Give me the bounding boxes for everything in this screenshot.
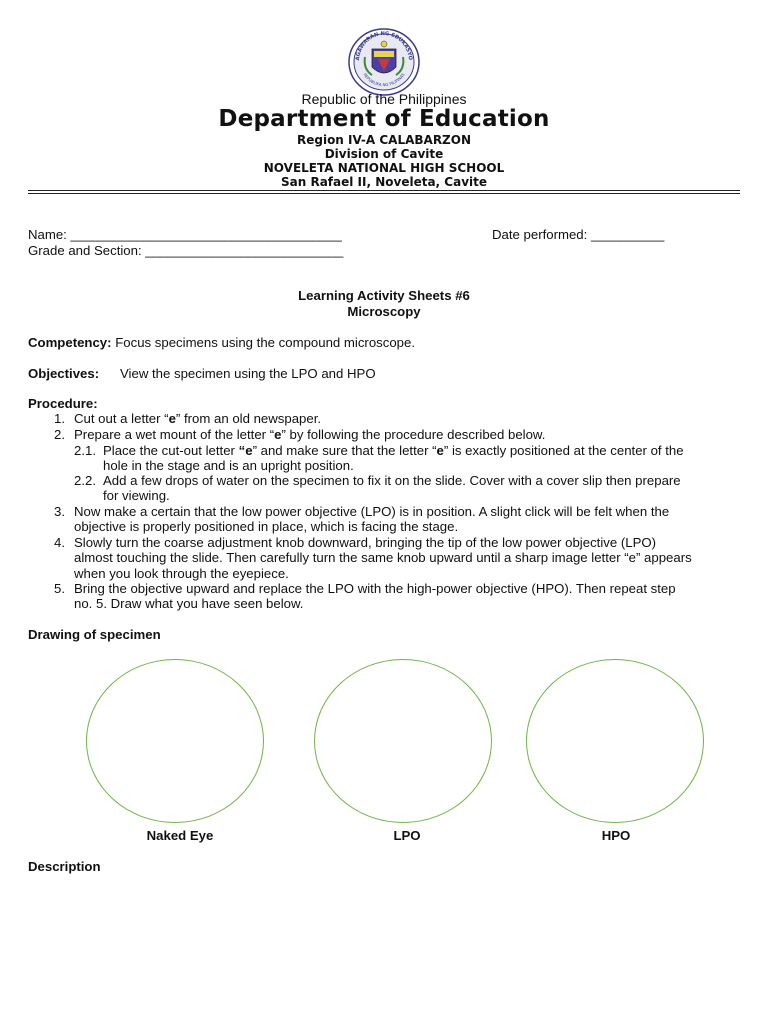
- step-number: 3.: [54, 504, 65, 519]
- objectives-label: Objectives:: [28, 366, 100, 381]
- procedure-step-2-1-cont: hole in the stage and is an upright position.: [103, 458, 354, 473]
- deped-seal-logo: [345, 27, 423, 97]
- procedure-label: Procedure:: [28, 396, 98, 411]
- lpo-caption: LPO: [393, 828, 421, 843]
- step-number: 2.1.: [74, 443, 96, 458]
- hpo-drawing-circle[interactable]: [526, 659, 704, 823]
- school-heading: NOVELETA NATIONAL HIGH SCHOOL: [263, 161, 505, 175]
- address-heading: San Rafael II, Noveleta, Cavite: [281, 175, 487, 189]
- procedure-step-5-cont: no. 5. Draw what you have seen below.: [74, 596, 304, 611]
- procedure-step-2: Prepare a wet mount of the letter “e” by following the procedure described below.: [74, 427, 546, 442]
- step-number: 2.2.: [74, 473, 96, 488]
- region-heading: Region IV-A CALABARZON: [296, 133, 472, 147]
- header-divider: [28, 190, 740, 191]
- division-heading: Division of Cavite: [324, 147, 444, 161]
- procedure-step-2-2-cont: for viewing.: [103, 488, 170, 503]
- naked-eye-drawing-circle[interactable]: [86, 659, 264, 823]
- procedure-step-5: Bring the objective upward and replace the LPO with the high-power objective (HPO). Then repeat step: [74, 581, 676, 596]
- procedure-step-4-cont2: when you look through the eyepiece.: [74, 566, 289, 581]
- drawing-section-label: Drawing of specimen: [28, 627, 161, 642]
- date-performed-field: Date performed: __________: [492, 227, 665, 242]
- republic-heading: Republic of the Philippines: [301, 91, 467, 107]
- procedure-step-1: Cut out a letter “e” from an old newspaper.: [74, 411, 322, 426]
- hpo-caption: HPO: [601, 828, 631, 843]
- procedure-step-4: Slowly turn the coarse adjustment knob downward, bringing the tip of the low power objective (LPO): [74, 535, 657, 550]
- competency-text: Focus specimens using the compound microscope.: [111, 335, 416, 350]
- seal-top-text: AGAWARAN NG EDUKASYO: [354, 30, 414, 61]
- naked-eye-caption: Naked Eye: [146, 828, 214, 843]
- procedure-step-2-2: Add a few drops of water on the specimen to fix it on the slide. Cover with a cover slip then prepare: [103, 473, 681, 488]
- description-label: Description: [28, 859, 101, 874]
- activity-subtitle: Microscopy: [347, 304, 421, 319]
- seal-bottom-text: REPUBLIKA NG PILIPINAS: [362, 72, 406, 88]
- step-number: 5.: [54, 581, 65, 596]
- activity-title: Learning Activity Sheets #6: [298, 288, 470, 303]
- procedure-step-4-cont: almost touching the slide. Then carefully turn the same knob upward until a sharp image letter “e” appears: [74, 550, 692, 565]
- name-field: Name: _____________________________________: [28, 227, 342, 242]
- competency-line: [28, 335, 415, 350]
- objectives-text: View the specimen using the LPO and HPO: [120, 366, 376, 381]
- procedure-step-3: Now make a certain that the low power objective (LPO) is in position. A slight click will be felt when the: [74, 504, 670, 519]
- step-number: 1.: [54, 411, 65, 426]
- grade-section-field: Grade and Section: ___________________________: [28, 243, 344, 258]
- header-divider-secondary: [28, 193, 740, 194]
- procedure-step-2-1: Place the cut-out letter “e” and make sure that the letter “e” is exactly positioned at the center of the: [103, 443, 684, 458]
- department-title: Department of Education: [218, 106, 550, 132]
- step-number: 2.: [54, 427, 65, 442]
- competency-label: Competency:: [28, 335, 112, 350]
- lpo-drawing-circle[interactable]: [314, 659, 492, 823]
- procedure-step-3-cont: objective is properly positioned in place, which is facing the stage.: [74, 519, 459, 534]
- step-number: 4.: [54, 535, 65, 550]
